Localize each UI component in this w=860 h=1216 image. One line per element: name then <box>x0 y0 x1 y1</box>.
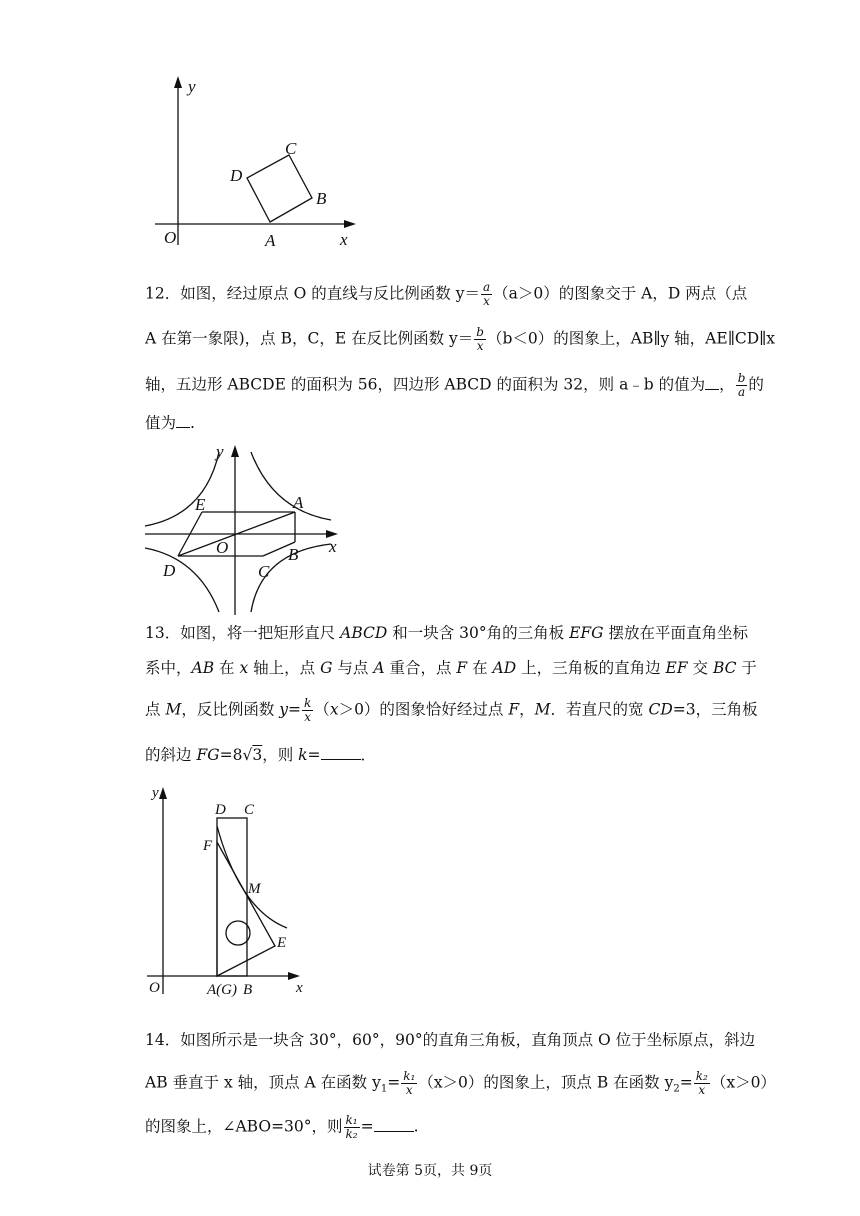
q13-line-3: 点 M，反比例函数 y= $\frac{k}{x}$ （x＞0）的图象恰好经过点 F，M．若直尺的宽 CD=3，三角板 <box>145 696 758 724</box>
x-axis-arrow-icon <box>344 220 356 228</box>
q12-line-4: 值为 . <box>145 414 195 432</box>
fraction-b-over-a: $\frac{b}{a}$ <box>737 371 746 399</box>
answer-blank-1[interactable] <box>705 375 719 390</box>
fraction-a-over-x: $\frac{a}{x}$ <box>482 280 491 308</box>
label-y: y <box>188 77 196 96</box>
y-axis-arrow-icon <box>159 787 167 799</box>
q12-line-3: 轴，五边形 ABCDE 的面积为 56，四边形 ABCD 的面积为 32，则 a﹣b 的值为 ， $\frac{b}{a}$ 的 <box>145 371 764 399</box>
label-e: E <box>195 495 206 514</box>
q12-line-1: 12．如图，经过原点 O 的直线与反比例函数 y＝ $\frac{a}{x}$ （a＞0）的图象交于 A，D 两点（点 <box>145 280 748 308</box>
hyperbola-a-q1 <box>251 452 331 520</box>
q13-line-4: 的斜边 FG=8√3，则 k= ． <box>145 746 377 764</box>
label-b: B <box>288 545 299 564</box>
hyperbola-k-over-x <box>217 826 287 928</box>
label-b: B <box>316 189 327 208</box>
sqrt-icon: √ <box>242 746 253 764</box>
fraction-k-over-x: $\frac{k}{x}$ <box>304 696 312 724</box>
label-x: x <box>340 230 348 249</box>
label-c: C <box>258 562 270 581</box>
label-d: D <box>163 561 176 580</box>
label-c: C <box>244 802 255 818</box>
page-footer: 试卷第 5页，共 9页 <box>367 1163 493 1179</box>
fraction-k2-over-x: $\frac{\text{k₂}}{x}$ <box>695 1069 708 1097</box>
label-b: B <box>243 982 253 998</box>
q12-text: 12．如图，经过原点 O 的直线与反比例函数 y＝ <box>145 284 480 303</box>
label-d: D <box>230 166 243 185</box>
q14-line-1: 14．如图所示是一块含 30°，60°，90°的直角三角板，直角顶点 O 位于坐标原点，斜边 <box>145 1031 756 1049</box>
label-o: O <box>216 538 229 557</box>
q13-line-1: 13．如图，将一把矩形直尺 ABCD 和一块含 30°角的三角板 EFG 摆放在平面直角坐标 <box>145 624 748 642</box>
q14-line-2: AB 垂直于 x 轴，顶点 A 在函数 $y_1=$ $\frac{\text{k₁}}{x}$ （x＞0）的图象上，顶点 B 在函数 $y_2=$ $\frac{\text{k₂}}{x}$ （x＞0） <box>145 1069 776 1097</box>
square-abcd <box>247 155 312 222</box>
fraction-k1-over-x: $\frac{\text{k₁}}{x}$ <box>403 1069 416 1097</box>
hyperbola-a-q3 <box>145 548 219 612</box>
label-d: D <box>215 802 226 818</box>
q13-line-2: 系中，AB 在 x 轴上，点 G 与点 A 重合，点 F 在 AD 上，三角板的直角边 EF 交 BC 于 <box>145 659 757 677</box>
label-x: x <box>296 980 303 996</box>
answer-blank-3[interactable] <box>321 745 361 760</box>
q14-line-3: 的图象上，∠ABO=30°，则 $\frac{\text{k₁}}{\text{k₂}}$ = . <box>145 1113 419 1141</box>
label-c: C <box>285 139 297 158</box>
answer-blank-2[interactable] <box>176 413 190 428</box>
figure-square-abcd <box>150 70 370 255</box>
fraction-k1-over-k2: $\frac{\text{k₁}}{\text{k₂}}$ <box>345 1113 358 1141</box>
label-f: F <box>203 838 213 854</box>
triangle-efg <box>217 842 275 976</box>
label-y: y <box>216 442 224 461</box>
label-y: y <box>152 785 159 801</box>
label-a-g: A(G) <box>207 982 237 998</box>
y-axis-arrow-icon <box>174 76 182 88</box>
hyperbola-b-q2 <box>145 452 219 526</box>
fraction-b-over-x: $\frac{b}{x}$ <box>476 325 484 353</box>
figure-ruler-triangle <box>145 780 315 1000</box>
answer-blank-4[interactable] <box>374 1117 414 1132</box>
figure-hyperbola-pentagon <box>143 440 353 616</box>
label-x: x <box>329 537 337 556</box>
label-o: O <box>149 980 160 996</box>
label-a: A <box>293 493 304 512</box>
x-axis-arrow-icon <box>288 972 300 980</box>
q12-line-2: A 在第一象限)，点 B，C，E 在反比例函数 y＝ $\frac{b}{x}$ （b＜0）的图象上，AB∥y 轴，AE∥CD∥x <box>145 325 776 353</box>
label-o: O <box>164 228 177 247</box>
label-a: A <box>265 231 276 250</box>
label-m: M <box>248 881 261 897</box>
y-axis-arrow-icon <box>231 445 239 457</box>
label-e: E <box>277 935 287 951</box>
